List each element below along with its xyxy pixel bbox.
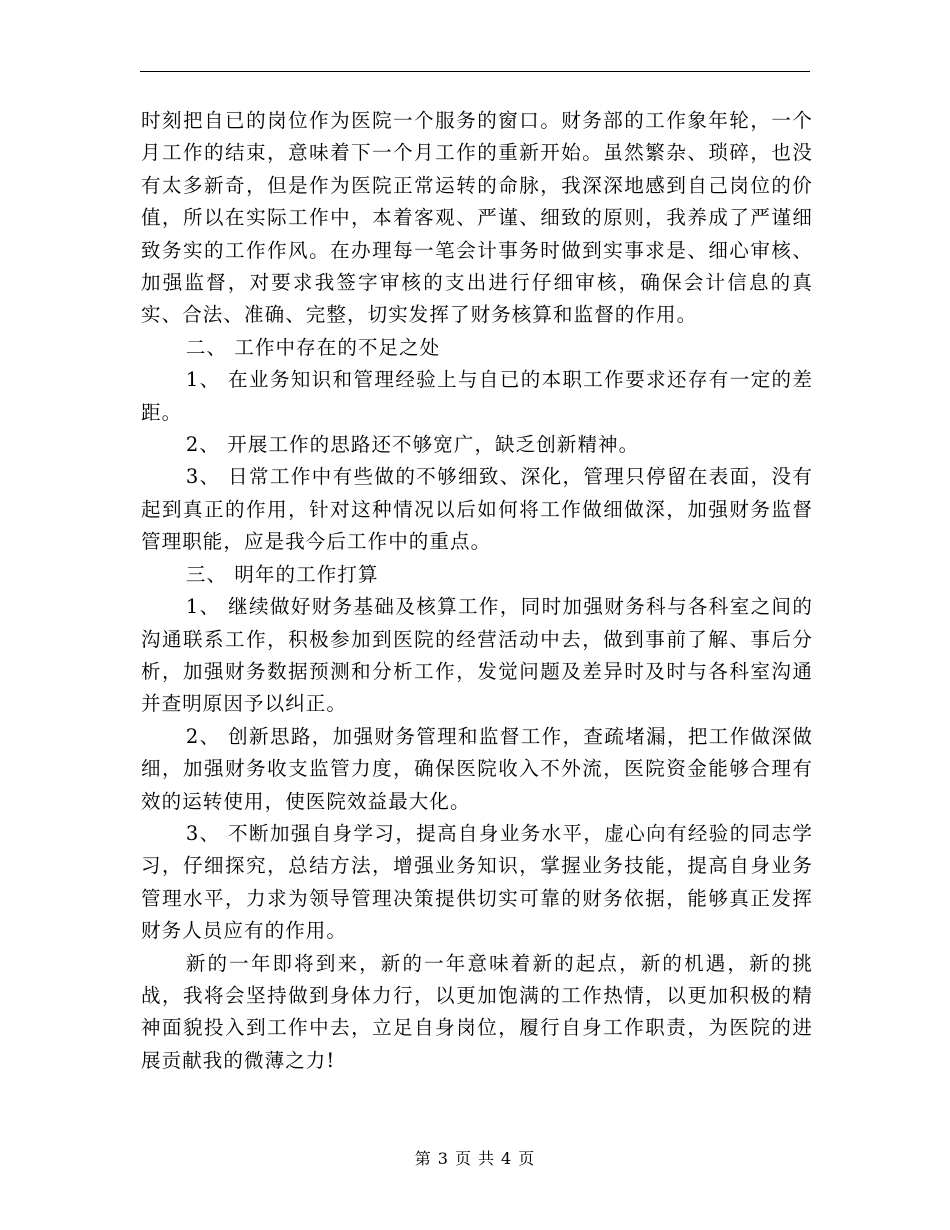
paragraph-plan-2: 2、 创新思路，加强财务管理和监督工作，查疏堵漏，把工作做深做细，加强财务收支监管力度，确保医院收入不外流，医院资金能够合理有效的运转使用，使医院效益最大化。	[141, 724, 813, 813]
page-footer	[0, 1146, 950, 1169]
footer-page-word: 页	[454, 1149, 472, 1168]
paragraph-closing: 新的一年即将到来，新的一年意味着新的起点，新的机遇，新的挑战，我将会坚持做到身体力行，以更加饱满的工作热情，以更加积极的精神面貌投入到工作中去，立足自身岗位，履行自身工作职责，为医院的进展贡献我的微薄之力!	[141, 951, 813, 1072]
document-body	[141, 105, 813, 1077]
footer-total-pages: 4	[501, 1149, 513, 1168]
paragraph-shortcoming-2: 2、 开展工作的思路还不够宽广，缺乏创新精神。	[185, 433, 640, 457]
footer-prefix: 第	[414, 1149, 432, 1168]
section-heading-next-year-plan: 三、 明年的工作打算	[185, 562, 379, 586]
paragraph-plan-1: 1、 继续做好财务基础及核算工作，同时加强财务科与各科室之间的沟通联系工作，积极参加到医院的经营活动中去，做到事前了解、事后分析，加强财务数据预测和分析工作，发觉问题及差异时及时与各科室沟通并查明原因予以纠正。	[141, 595, 813, 716]
footer-total-word: 共	[478, 1149, 496, 1168]
paragraph-shortcoming-1: 1、 在业务知识和管理经验上与自已的本职工作要求还存有一定的差距。	[141, 368, 813, 424]
paragraph-plan-3: 3、 不断加强自身学习，提高自身业务水平，虚心向有经验的同志学习，仔细探究，总结方法，增强业务知识，掌握业务技能，提高自身业务管理水平，力求为领导管理决策提供切实可靠的财务依据，能够真正发挥财务人员应有的作用。	[141, 821, 813, 943]
section-heading-shortcomings: 二、 工作中存在的不足之处	[185, 335, 441, 359]
paragraph-intro: 时刻把自已的岗位作为医院一个服务的窗口。财务部的工作象年轮，一个月工作的结束，意味着下一个月工作的重新开始。虽然繁杂、琐碎，也没有太多新奇，但是作为医院正常运转的命脉，我深深地感到自己岗位的价值，所以在实际工作中，本着客观、严谨、细致的原则，我养成了严谨细致务实的工作作风。在办理每一笔会计事务时做到实事求是、细心审核、加强监督，对要求我签字审核的支出进行仔细审核，确保会计信息的真实、合法、准确、完整，切实发挥了财务核算和监督的作用。	[141, 109, 813, 327]
header-rule	[140, 71, 810, 72]
footer-current-page: 3	[437, 1149, 449, 1168]
footer-suffix: 页	[518, 1149, 536, 1168]
paragraph-shortcoming-3: 3、 日常工作中有些做的不够细致、深化，管理只停留在表面，没有起到真正的作用，针对这种情况以后如何将工作做细做深，加强财务监督管理职能，应是我今后工作中的重点。	[141, 465, 813, 554]
